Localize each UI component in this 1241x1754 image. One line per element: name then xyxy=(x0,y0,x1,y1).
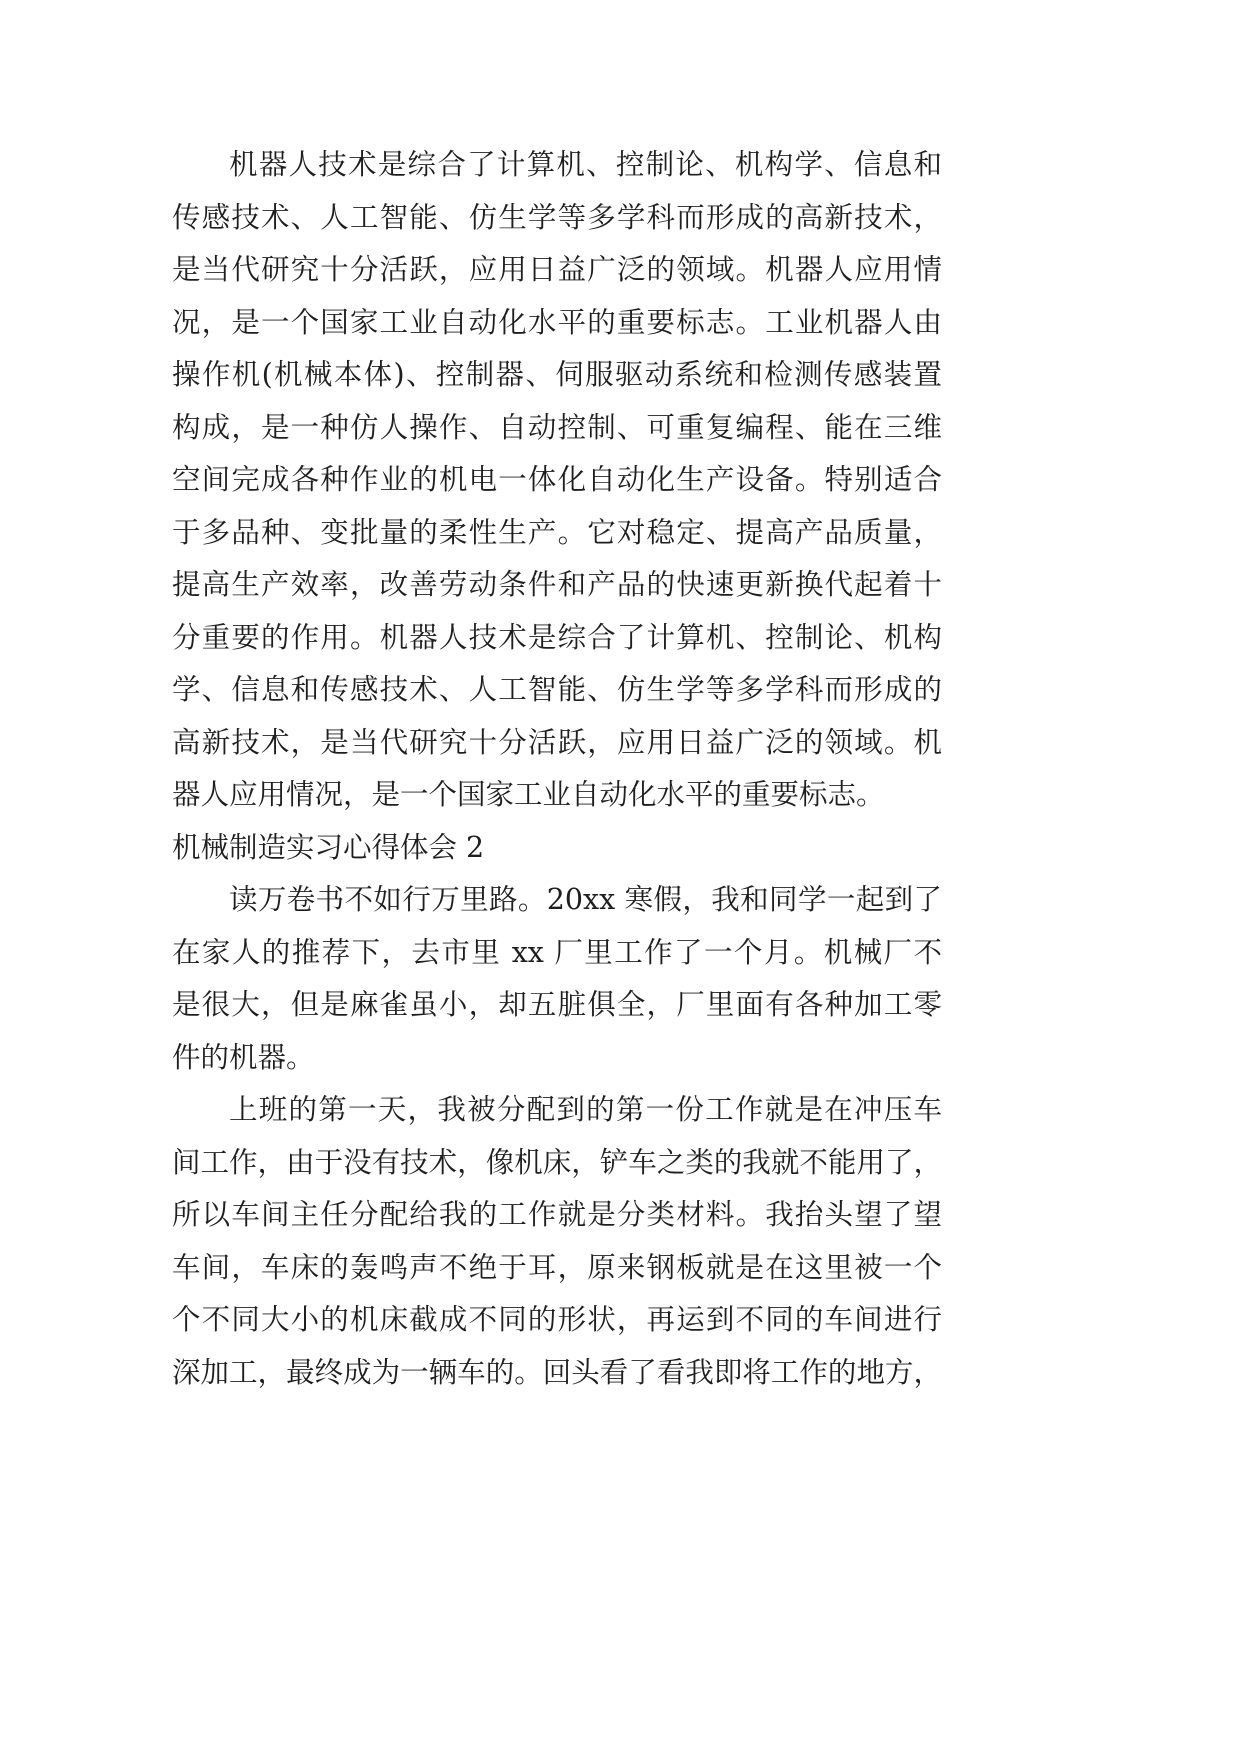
text-line: 分重要的作用。机器人技术是综合了计算机、控制论、机构 xyxy=(172,620,942,654)
section-heading: 机械制造实习心得体会 2 xyxy=(172,830,485,864)
text-line: 深加工，最终成为一辆车的。回头看了看我即将工作的地方， xyxy=(172,1355,942,1389)
text-line: 传感技术、人工智能、仿生学等多学科而形成的高新技术， xyxy=(172,200,942,234)
text-line: 在家人的推荐下，去市里 xx 厂里工作了一个月。机械厂不 xyxy=(172,935,942,969)
paragraph-first-day xyxy=(172,1084,942,1399)
text-line: 于多品种、变批量的柔性生产。它对稳定、提高产品质量， xyxy=(172,515,942,549)
text-line: 上班的第一天，我被分配到的第一份工作就是在冲压车 xyxy=(229,1093,942,1126)
text-line: 是当代研究十分活跃，应用日益广泛的领域。机器人应用情 xyxy=(172,253,942,286)
text-line: 车间，车床的轰鸣声不绝于耳，原来钢板就是在这里被一个 xyxy=(172,1250,942,1284)
text-line: 操作机(机械本体)、控制器、伺服驱动系统和检测传感装置 xyxy=(172,358,942,391)
text-line: 所以车间主任分配给我的工作就是分类材料。我抬头望了望 xyxy=(172,1198,942,1231)
text-line: 器人应用情况，是一个国家工业自动化水平的重要标志。 xyxy=(172,778,885,811)
text-line: 件的机器。 xyxy=(172,1040,315,1074)
text-line: 况，是一个国家工业自动化水平的重要标志。工业机器人由 xyxy=(172,305,942,339)
text-line: 个不同大小的机床截成不同的形状，再运到不同的车间进行 xyxy=(172,1303,942,1336)
text-line: 高新技术，是当代研究十分活跃，应用日益广泛的领域。机 xyxy=(172,725,942,759)
text-line: 读万卷书不如行万里路。20xx 寒假，我和同学一起到了 xyxy=(229,883,942,916)
text-line: 构成，是一种仿人操作、自动控制、可重复编程、能在三维 xyxy=(172,410,942,444)
text-line: 间工作，由于没有技术，像机床，铲车之类的我就不能用了， xyxy=(172,1145,942,1179)
text-line: 学、信息和传感技术、人工智能、仿生学等多学科而形成的 xyxy=(172,673,942,706)
document-body xyxy=(172,139,942,1399)
text-line: 提高生产效率，改善劳动条件和产品的快速更新换代起着十 xyxy=(172,568,942,601)
paragraph-robot-technology xyxy=(172,139,942,822)
text-line: 是很大，但是麻雀虽小，却五脏俱全，厂里面有各种加工零 xyxy=(172,988,942,1021)
text-line: 空间完成各种作业的机电一体化自动化生产设备。特别适合 xyxy=(172,463,942,496)
paragraph-winter-break xyxy=(172,874,942,1084)
text-line: 机器人技术是综合了计算机、控制论、机构学、信息和 xyxy=(229,148,942,181)
